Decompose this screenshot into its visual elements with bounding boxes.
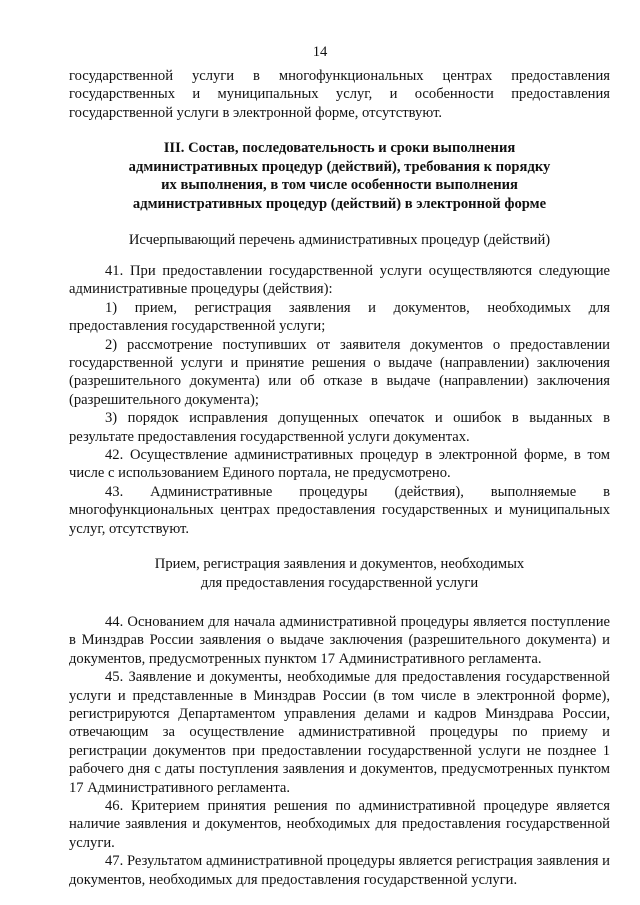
paragraph-45: 45. Заявление и документы, необходимые для предоставления государственной услуги и представленные в Минздрав России (в том числе в электронной форме), регистрируются Департаментом управления делами и кадров Минздрава России, отвечающим за осуществление административной процедуры по приему и регистрации документов при предоставлении государственной услуги не позднее 1 рабочего дня с даты поступления заявления и документов, предусмотренных пунктом 17 Административного регламента. xyxy=(69,669,610,796)
page-number: 14 xyxy=(312,44,328,60)
subheading-line: Прием, регистрация заявления и документов, необходимых xyxy=(154,556,525,573)
document-body xyxy=(69,67,610,889)
subheading-procedures-list: Исчерпывающий перечень административных процедур (действий) xyxy=(128,231,551,248)
paragraph-41-item-2: 2) рассмотрение поступивших от заявителя документов о предоставлении государственной услуги и принятие решения о выдаче (направлении) заключения (разрешительного документа) или об отказе в выдаче (направлении) заключения (разрешительного документа); xyxy=(69,336,610,408)
section-heading-line: административных процедур (действий), требования к порядку xyxy=(128,158,551,175)
paragraph-41-item-3: 3) порядок исправления допущенных опечаток и ошибок в выданных в результате предоставления государственной услуги документах. xyxy=(69,410,610,445)
subheading-reception xyxy=(69,555,610,592)
paragraph-43: 43. Административные процедуры (действия), выполняемые в многофункциональных центрах предоставления государственных и муниципальных услуг, отсутствуют. xyxy=(69,483,610,537)
section-heading-line: их выполнения, в том числе особенности выполнения xyxy=(161,177,518,194)
intro-paragraph: государственной услуги в многофункциональных центрах предоставления государственных и муниципальных услуг, и особенности предоставления государственной услуги в электронной форме, отсутствуют. xyxy=(69,68,610,121)
paragraph-46: 46. Критерием принятия решения по административной процедуре является наличие заявления и документов, необходимых для предоставления государственной услуги. xyxy=(69,797,610,851)
section-heading-line: III. Состав, последовательность и сроки выполнения xyxy=(163,140,516,157)
paragraph-42: 42. Осуществление административных процедур в электронной форме, в том числе с использованием Единого портала, не предусмотрено. xyxy=(69,447,610,482)
paragraph-44: 44. Основанием для начала административной процедуры является поступление в Минздрав России заявления о выдаче заключения (разрешительного документа) и документов, предусмотренных пунктом 17 Административного регламента. xyxy=(69,613,610,667)
section-heading xyxy=(69,139,610,213)
section-heading-line: административных процедур (действий) в электронной форме xyxy=(132,196,547,212)
paragraph-41: 41. При предоставлении государственной услуги осуществляются следующие административные процедуры (действия): xyxy=(69,263,610,298)
subheading-line: для предоставления государственной услуги xyxy=(200,574,479,591)
paragraph-41-item-1: 1) прием, регистрация заявления и документов, необходимых для предоставления государственной услуги; xyxy=(69,299,610,335)
paragraph-47: 47. Результатом административной процедуры является регистрация заявления и документов, необходимых для предоставления государственной услуги. xyxy=(69,853,610,888)
